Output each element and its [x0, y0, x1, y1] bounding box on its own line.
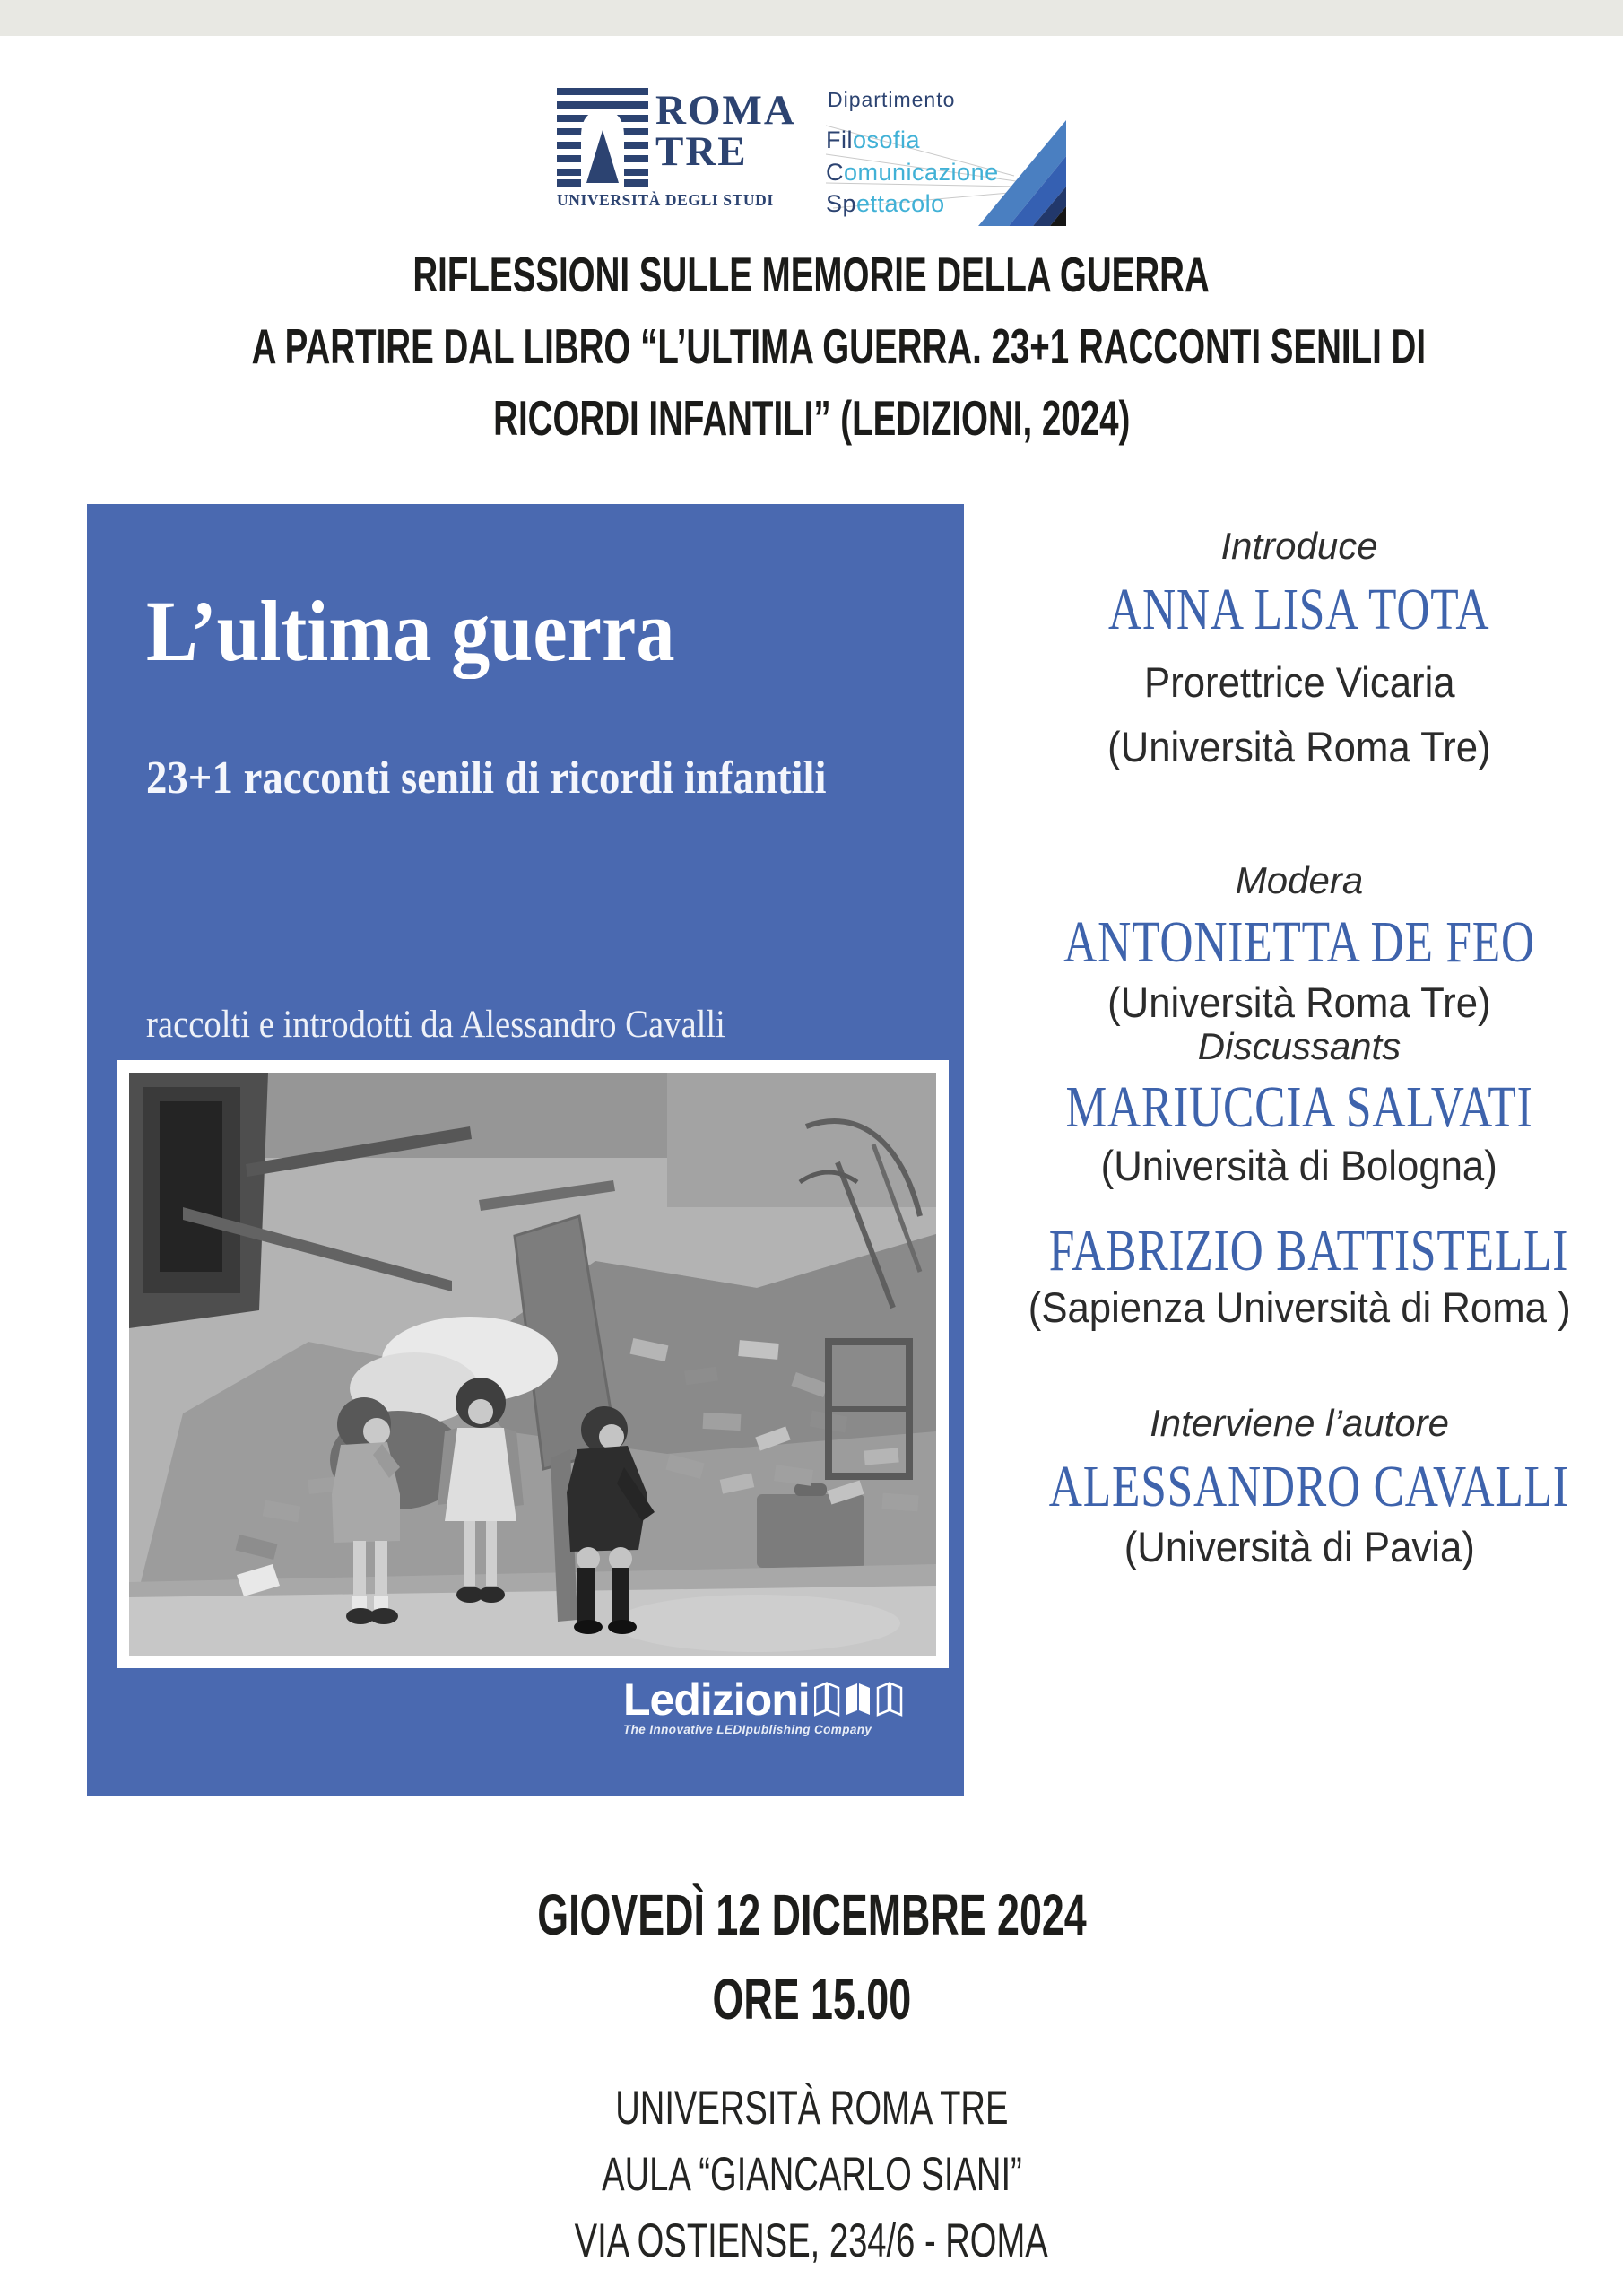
- romatre-logo-top: [557, 87, 796, 187]
- romatre-logo: [557, 87, 796, 210]
- logos-header: [0, 88, 1623, 231]
- war-rubble-children-photo: [129, 1073, 936, 1656]
- dept-spettacolo-prefix: Sp: [826, 190, 857, 218]
- book-cover-subtitle-text: 23+1 racconti senili di ricordi infantili: [146, 752, 827, 804]
- affiliation-salvati: (Università di Bologna): [1100, 1142, 1498, 1189]
- poster-title-text-2: A PARTIRE DAL LIBRO “L’ULTIMA GUERRA. 23+1 RACCONTI SENILI DI: [251, 318, 1427, 374]
- book-cover-photo-frame: [117, 1060, 949, 1668]
- speaker-anna-lisa-tota: ANNA LISA TOTA: [1108, 577, 1490, 642]
- speaker-alessandro-cavalli: ALESSANDRO CAVALLI: [1048, 1454, 1569, 1519]
- top-band: [0, 0, 1623, 36]
- affiliation-cavalli: (Università di Pavia): [1124, 1523, 1475, 1570]
- speaker-mariuccia-salvati: MARIUCCIA SALVATI: [1065, 1074, 1533, 1140]
- venue-address: VIA OSTIENSE, 234/6 - ROMA: [574, 2214, 1049, 2267]
- book-cover-byline-text: raccolti e introdotti da Alessandro Cavalli: [146, 1004, 725, 1046]
- poster-title-text-3: RICORDI INFANTILI” (LEDIZIONI, 2024): [492, 390, 1131, 446]
- label-interviene-autore: Interviene l’autore: [1150, 1402, 1449, 1444]
- dept-title: Dipartimento: [828, 88, 956, 111]
- book-cover-byline: [146, 1003, 790, 1047]
- speakers-column: [976, 504, 1623, 1796]
- dept-filosofia-prefix: Fil: [826, 126, 853, 153]
- poster-title: [0, 239, 1623, 454]
- dept-comunicazione-rest: omunicazione: [844, 158, 999, 186]
- role-prorettrice-vicaria: Prorettrice Vicaria: [1143, 658, 1455, 706]
- romatre-word-tre: TRE: [655, 128, 748, 176]
- dept-comunicazione-prefix: C: [826, 158, 844, 186]
- ledizioni-logo-row: [623, 1674, 904, 1725]
- speaker-antonietta-de-feo: ANTONIETTA DE FEO: [1063, 909, 1535, 975]
- label-modera: Modera: [1235, 859, 1364, 901]
- poster-title-line-3: [0, 382, 1623, 454]
- speaker-fabrizio-battistelli: FABRIZIO BATTISTELLI: [1048, 1218, 1569, 1283]
- department-logo: [826, 88, 1066, 231]
- affiliation-tota: (Università Roma Tre): [1107, 723, 1491, 770]
- event-date: GIOVEDÌ 12 DICEMBRE 2024: [536, 1883, 1087, 1947]
- venue-room: AULA “GIANCARLO SIANI”: [601, 2148, 1022, 2201]
- poster-title-line-1: [0, 239, 1623, 310]
- romatre-word-roma: ROMA: [655, 87, 796, 134]
- dept-spettacolo-rest: ettacolo: [856, 190, 945, 218]
- ledizioni-books-icon: [814, 1681, 904, 1718]
- affiliation-de-feo: (Università Roma Tre): [1107, 978, 1491, 1026]
- venue-university: UNIVERSITÀ ROMA TRE: [614, 2082, 1009, 2135]
- ledizioni-tagline: The Innovative LEDIpublishing Company: [623, 1723, 872, 1736]
- poster-title-line-2: [0, 310, 1623, 382]
- romatre-subtitle: UNIVERSITÀ DEGLI STUDI: [557, 191, 774, 209]
- ledizioni-wordmark: Ledizioni: [623, 1674, 810, 1725]
- book-cover: [87, 504, 964, 1796]
- romatre-arch-icon: [557, 88, 648, 187]
- label-introduce: Introduce: [1220, 525, 1378, 567]
- affiliation-battistelli: (Sapienza Università di Roma ): [1028, 1283, 1571, 1331]
- label-discussants: Discussants: [1197, 1025, 1402, 1067]
- dept-sail-triangle-icon: [978, 120, 1066, 226]
- event-time: ORE 15.00: [712, 1967, 911, 2031]
- poster-title-text-1: RIFLESSIONI SULLE MEMORIE DELLA GUERRA: [412, 247, 1211, 302]
- book-cover-title-text: L’ultima guerra: [146, 583, 675, 679]
- dept-filosofia-rest: osofia: [853, 126, 921, 153]
- romatre-wordmark: [655, 87, 796, 176]
- ledizioni-logo: [623, 1674, 904, 1736]
- book-cover-subtitle: [146, 752, 902, 804]
- book-cover-title: [146, 581, 733, 681]
